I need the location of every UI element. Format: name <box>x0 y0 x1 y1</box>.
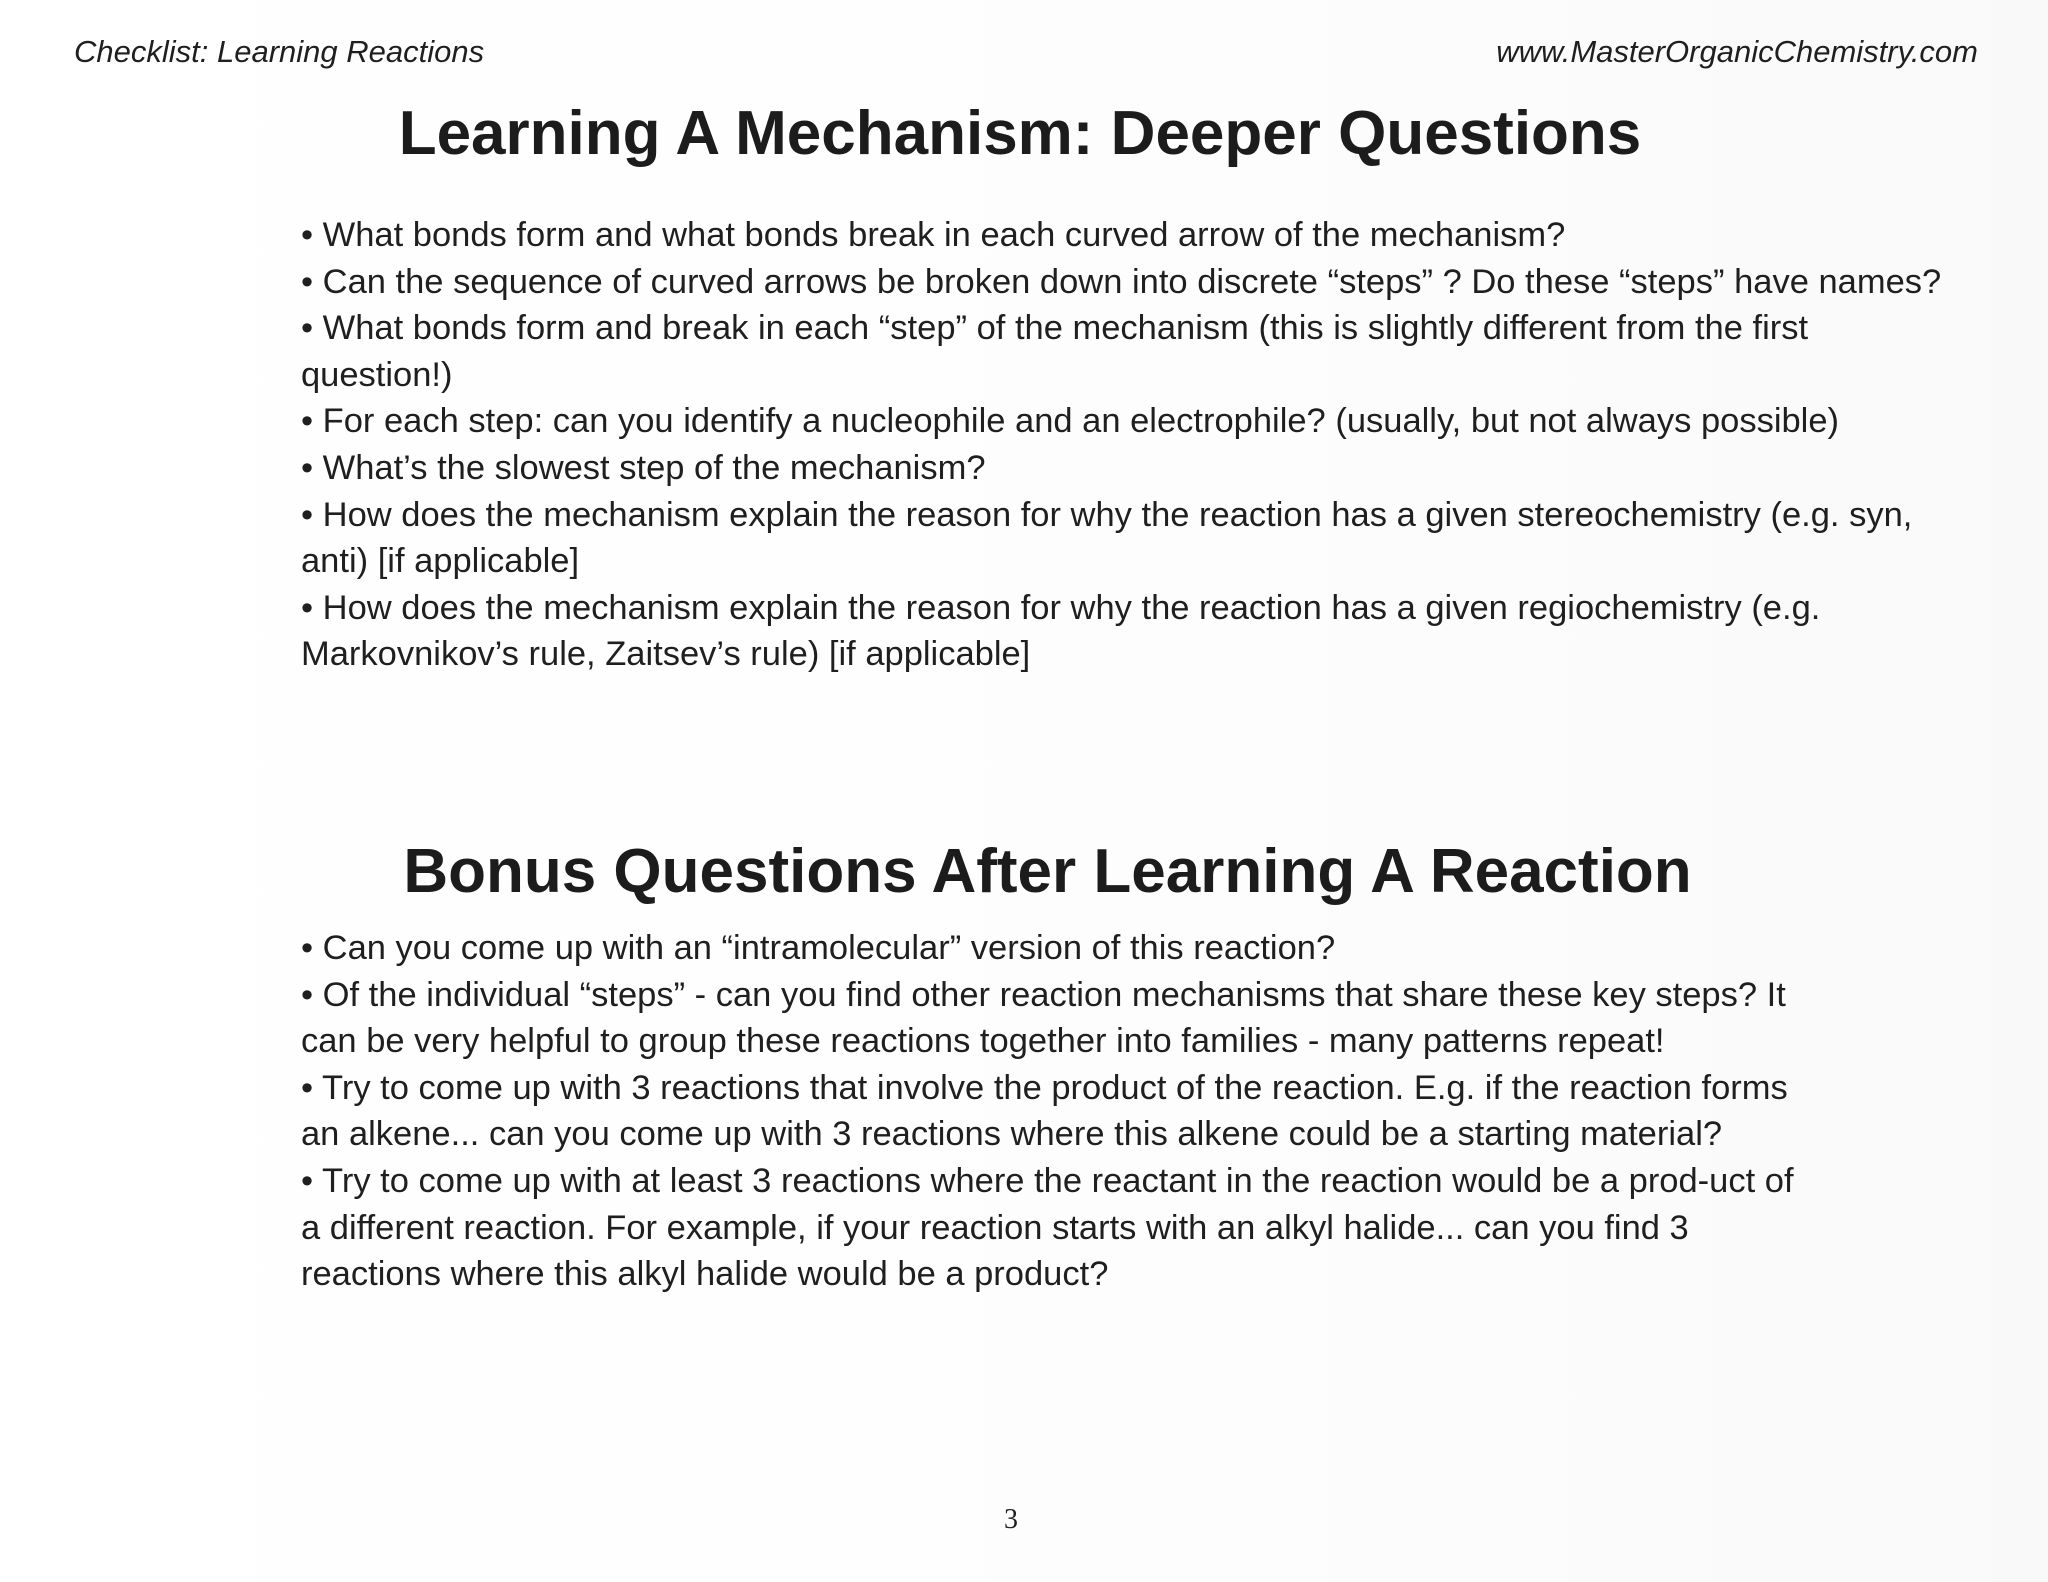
list-item: • Of the individual “steps” - can you find other reaction mechanisms that share these key steps? It can be very helpful to group these reactions together into families - many patterns repeat! <box>301 975 1786 1061</box>
list-item: • Can the sequence of curved arrows be broken down into discrete “steps” ? Do these “steps” have names? <box>301 262 1942 301</box>
bonus-questions-list <box>301 925 1801 1298</box>
list-item: • What bonds form and what bonds break in each curved arrow of the mechanism? <box>301 216 1566 254</box>
list-item: • Try to come up with at least 3 reactions where the reactant in the reaction would be a prod-uct of a different reaction. For example, if your reaction starts with an alkyl halide... can you find 3 reactions where this alkyl halide would be a product? <box>301 1161 1794 1294</box>
list-item: • What bonds form and break in each “step” of the mechanism (this is slightly different from the first question!) <box>301 309 1809 394</box>
list-item: • Can you come up with an “intramolecular” version of this reaction? <box>301 929 1336 967</box>
section-title-deeper-questions: Learning A Mechanism: Deeper Questions <box>398 99 1642 168</box>
page-number: 3 <box>1004 1504 1018 1535</box>
list-item: • How does the mechanism explain the reason for why the reaction has a given stereochemistry (e.g. syn, anti) [if applicable] <box>301 495 1913 581</box>
section-title-bonus-questions: Bonus Questions After Learning A Reaction <box>403 837 1692 906</box>
header-url: www.MasterOrganicChemistry.com <box>1496 34 1978 69</box>
deeper-questions-list <box>301 212 1951 678</box>
header-title: Checklist: Learning Reactions <box>74 34 485 69</box>
running-header <box>0 34 2048 74</box>
list-item: • What’s the slowest step of the mechanism? <box>301 448 986 487</box>
list-item: • For each step: can you identify a nucleophile and an electrophile? (usually, but not always possible) <box>301 402 1840 441</box>
list-item: • Try to come up with 3 reactions that involve the product of the reaction. E.g. if the reaction forms an alkene... can you come up with 3 reactions where this alkene could be a starting material? <box>301 1068 1788 1154</box>
list-item: • How does the mechanism explain the reason for why the reaction has a given regiochemistry (e.g. Markovnikov’s rule, Zaitsev’s rule) [if applicable] <box>301 588 1821 674</box>
